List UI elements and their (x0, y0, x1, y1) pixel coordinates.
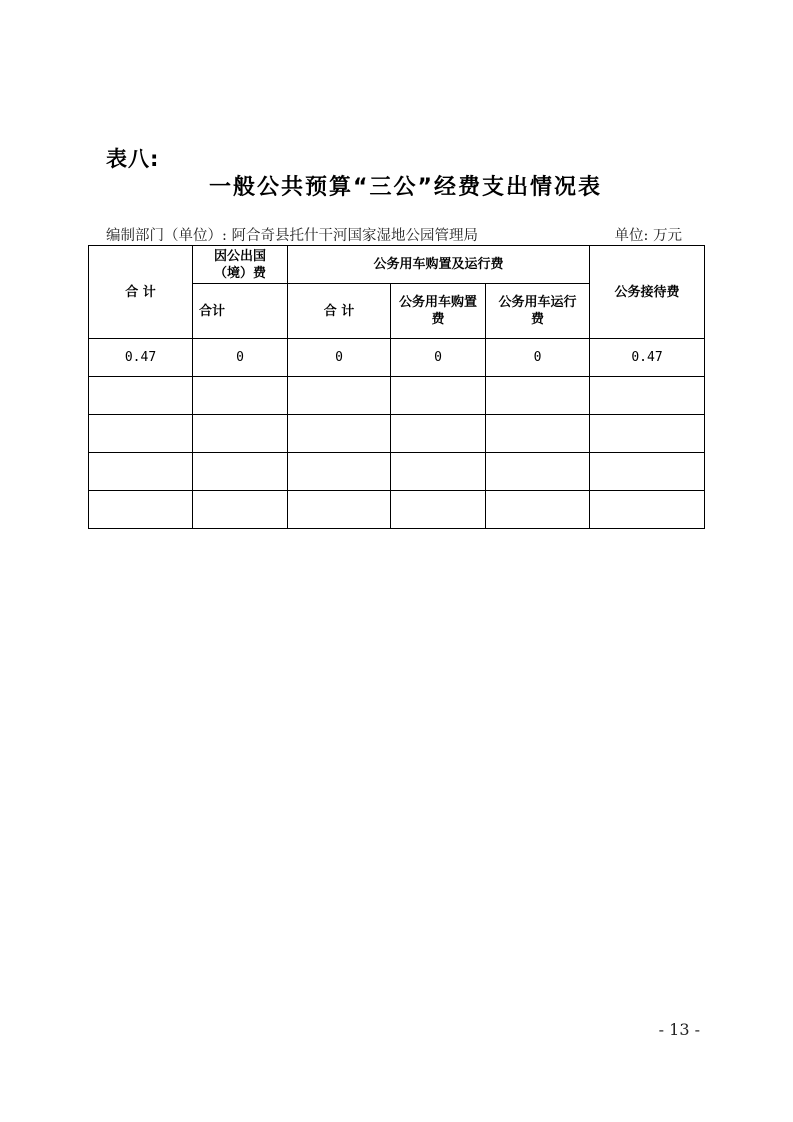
header-abroad: 因公出国（境）费 (193, 246, 288, 284)
table-cell (89, 415, 193, 453)
table-cell (486, 415, 590, 453)
header-vehicle-purchase: 公务用车购置费 (391, 284, 486, 339)
table-cell (193, 377, 288, 415)
department-label: 编制部门（单位）: 阿合奇县托什干河国家湿地公园管理局 (106, 228, 478, 244)
header-vehicle-operation: 公务用车运行费 (486, 284, 590, 339)
table-cell (391, 377, 486, 415)
table-cell (89, 377, 193, 415)
table-cell (391, 453, 486, 491)
table-cell (590, 415, 705, 453)
table-cell (288, 377, 391, 415)
table-cell: 0 (193, 339, 288, 377)
table-cell (89, 453, 193, 491)
page-number: - 13 - (658, 1020, 700, 1039)
table-cell (288, 453, 391, 491)
table-cell (193, 453, 288, 491)
table-row (89, 377, 705, 415)
table-cell (288, 491, 391, 529)
table-label: 表八: (106, 147, 160, 171)
table-row (89, 339, 705, 377)
table-row (89, 415, 705, 453)
table-row (89, 453, 705, 491)
expense-table (88, 245, 705, 529)
table-cell (590, 491, 705, 529)
table-cell (486, 491, 590, 529)
table-cell (391, 415, 486, 453)
table-cell: 0 (288, 339, 391, 377)
unit-label: 单位: 万元 (614, 228, 682, 244)
table-cell (486, 453, 590, 491)
table-cell: 0.47 (89, 339, 193, 377)
header-vehicle-total: 合 计 (288, 284, 391, 339)
table-cell: 0 (391, 339, 486, 377)
header-total: 合 计 (89, 246, 193, 339)
table-cell (486, 377, 590, 415)
header-reception: 公务接待费 (590, 246, 705, 339)
table-cell (193, 491, 288, 529)
header-vehicle: 公务用车购置及运行费 (288, 246, 590, 284)
table-cell (89, 491, 193, 529)
page-title: 一般公共预算“三公”经费支出情况表 (209, 175, 602, 200)
table-cell: 0.47 (590, 339, 705, 377)
table-cell (193, 415, 288, 453)
table-cell (590, 377, 705, 415)
table-cell (288, 415, 391, 453)
table-cell: 0 (486, 339, 590, 377)
table-cell (391, 491, 486, 529)
header-abroad-total: 合计 (193, 284, 288, 339)
header-row-1 (89, 246, 705, 284)
table-row (89, 491, 705, 529)
table-cell (590, 453, 705, 491)
